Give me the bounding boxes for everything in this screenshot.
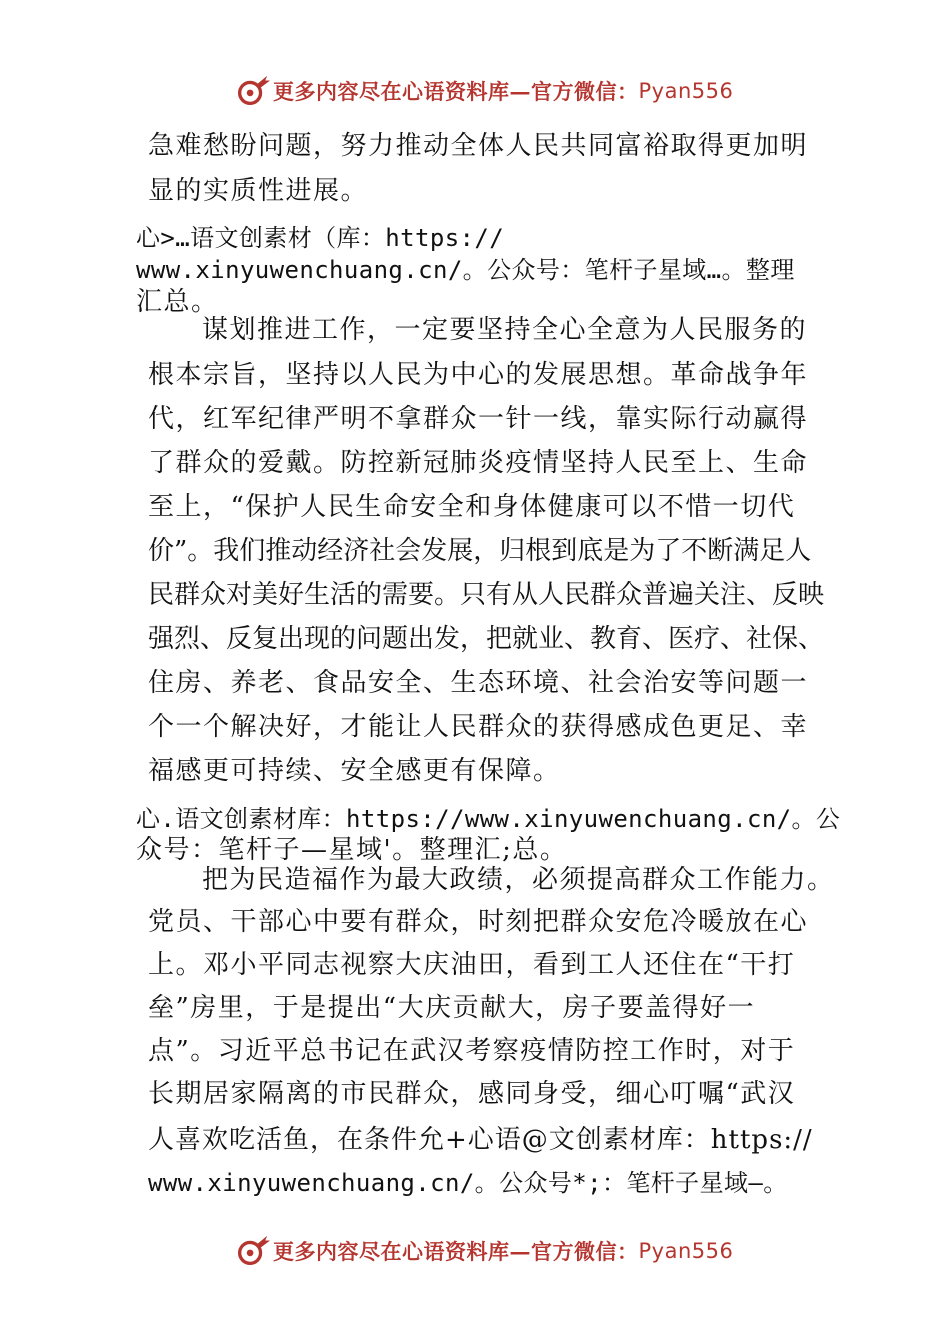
watermark-line: 心>…语文创素材（库：https:// (136, 224, 505, 252)
body-line: 点”。习近平总书记在武汉考察疫情防控工作时，对于 (148, 1036, 796, 1066)
body-line: 上。邓小平同志视察大庆油田，看到工人还住在“干打 (148, 950, 796, 980)
logo-icon (233, 1232, 271, 1270)
body-line: 急难愁盼问题，努力推动全体人民共同富裕取得更加明 (148, 131, 809, 161)
watermark-line: 人喜欢吃活鱼，在条件允+心语@文创素材库：https:// (148, 1125, 813, 1155)
body-line: 根本宗旨，坚持以人民为中心的发展思想。革命战争年 (148, 360, 809, 390)
watermark-line: www.xinyuwenchuang.cn/。公众号：笔杆子星域…。整理 (136, 256, 795, 284)
watermark-line: www.xinyuwenchuang.cn/。公众号*;：笔杆子星域—。 (148, 1169, 788, 1197)
body-line: 住房、养老、食品安全、生态环境、社会治安等问题一 (148, 668, 809, 698)
wechat-id: Pyan556 (638, 79, 734, 103)
body-line: 垒”房里，于是提出“大庆贡献大，房子要盖得好一 (148, 993, 756, 1023)
watermark-line: 心.语文创素材库：https://www.xinyuwenchuang.cn/。公 (136, 805, 841, 833)
wechat-id: Pyan556 (638, 1239, 734, 1263)
banner-text: 更多内容尽在心语资料库—官方微信： (273, 79, 639, 104)
body-line: 汇总。 (136, 287, 219, 317)
body-line: 福感更可持续、安全感更有保障。 (148, 756, 561, 786)
body-line: 众号：笔杆子—星域'。整理汇;总。 (136, 835, 568, 865)
body-line: 把为民造福作为最大政绩，必须提高群众工作能力。 (202, 865, 835, 895)
body-line: 强烈、反复出现的问题出发，把就业、教育、医疗、社保、 (148, 624, 825, 654)
body-line: 长期居家隔离的市民群众，感同身受，细心叮嘱“武汉 (148, 1079, 796, 1109)
body-line: 显的实质性进展。 (148, 176, 369, 206)
footer-banner (233, 1231, 733, 1271)
body-line: 代，红军纪律严明不拿群众一针一线，靠实际行动赢得 (148, 404, 809, 434)
logo-icon (233, 72, 271, 110)
body-line: 了群众的爱戴。防控新冠肺炎疫情坚持人民至上、生命 (148, 448, 809, 478)
body-line: 谋划推进工作，一定要坚持全心全意为人民服务的 (202, 315, 808, 345)
body-line: 个一个解决好，才能让人民群众的获得感成色更足、幸 (148, 712, 809, 742)
body-line: 至上，“保护人民生命安全和身体健康可以不惜一切代 (148, 492, 796, 522)
body-line: 党员、干部心中要有群众，时刻把群众安危冷暖放在心 (148, 907, 809, 937)
body-line: 民群众对美好生活的需要。只有从人民群众普遍关注、反映 (148, 580, 825, 610)
header-banner (233, 71, 733, 111)
body-line: 价”。我们推动经济社会发展，归根到底是为了不断满足人 (148, 536, 812, 566)
banner-text: 更多内容尽在心语资料库—官方微信： (273, 1239, 639, 1264)
